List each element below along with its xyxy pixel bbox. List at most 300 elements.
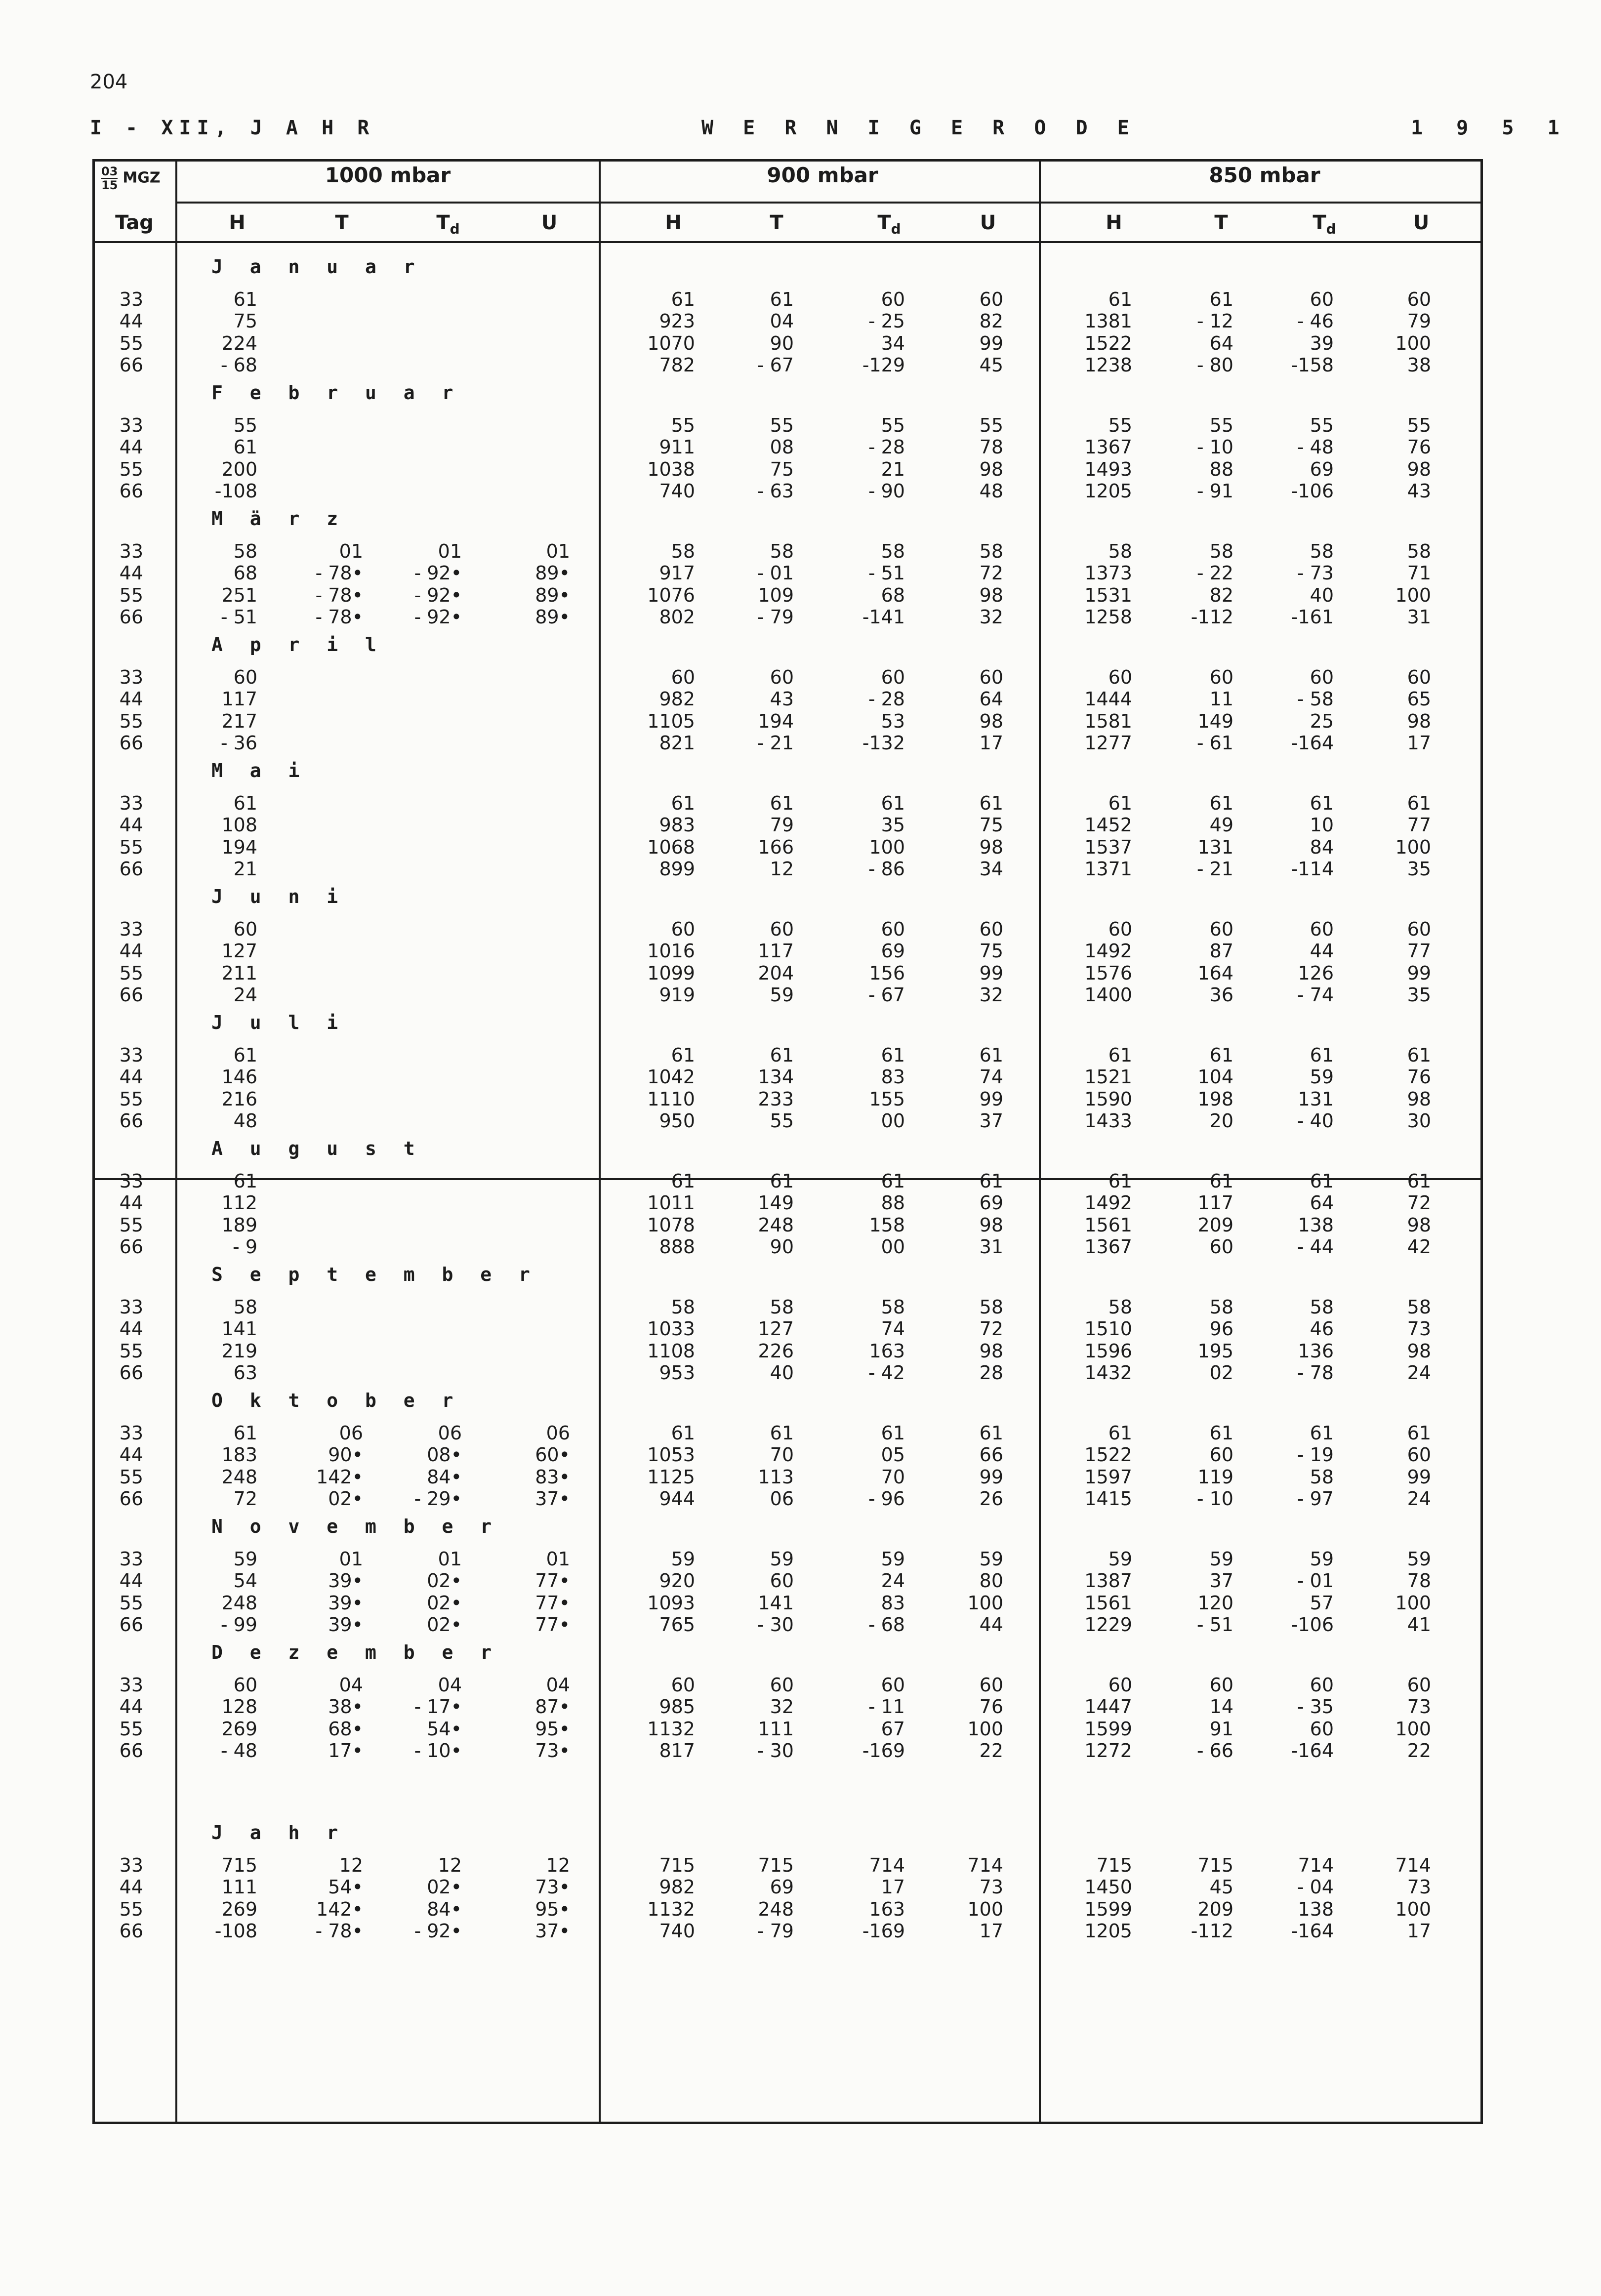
- table-cell: 01: [438, 540, 462, 562]
- table-cell: 714: [1395, 1854, 1431, 1876]
- table-cell: 79: [1407, 310, 1431, 332]
- table-cell: 194: [221, 836, 257, 858]
- table-cell: 117: [221, 688, 257, 710]
- table-cell: 117: [758, 940, 794, 962]
- table-cell: 00: [881, 1236, 905, 1258]
- table-cell: - 79: [757, 1920, 794, 1942]
- tag-cell: 33: [119, 1044, 143, 1066]
- table-cell: 58: [1407, 540, 1431, 562]
- table-cell: - 63: [757, 480, 794, 502]
- tag-cell: 66: [119, 1920, 143, 1942]
- table-cell: 60: [1407, 918, 1431, 940]
- tag-cell: 33: [119, 1170, 143, 1192]
- table-cell: 99: [1407, 962, 1431, 984]
- table-cell: 715: [659, 1854, 695, 1876]
- table-cell: 61: [233, 1170, 257, 1192]
- table-cell: 131: [1298, 1088, 1334, 1110]
- table-cell: 06: [546, 1422, 570, 1444]
- table-cell: 917: [659, 562, 695, 584]
- table-cell: 60: [979, 666, 1003, 688]
- table-cell: 01: [339, 1548, 363, 1570]
- table-cell: 12: [339, 1854, 363, 1876]
- table-cell: 111: [758, 1718, 794, 1740]
- mgz-label: $\frac{03}{15}$ MGZ: [101, 164, 161, 192]
- section-label: J a n u a r: [211, 256, 423, 278]
- table-cell: 60: [233, 666, 257, 688]
- table-cell: - 01: [757, 562, 794, 584]
- table-cell: 1272: [1084, 1740, 1132, 1762]
- table-cell: 60: [979, 918, 1003, 940]
- table-cell: 61: [233, 436, 257, 458]
- column-header: T: [1214, 211, 1228, 234]
- table-cell: 1033: [647, 1318, 695, 1340]
- table-cell: 60: [1108, 1674, 1132, 1696]
- table-cell: 04: [770, 310, 794, 332]
- table-cell: 61: [1108, 1044, 1132, 1066]
- table-cell: 14: [1209, 1696, 1233, 1718]
- table-cell: 54•: [427, 1718, 462, 1740]
- table-cell: 37•: [535, 1920, 570, 1942]
- table-cell: 112: [221, 1192, 257, 1214]
- table-cell: 61: [1209, 288, 1233, 310]
- table-cell: 68•: [328, 1718, 363, 1740]
- table-cell: 78: [979, 436, 1003, 458]
- table-cell: - 19: [1297, 1444, 1334, 1466]
- table-cell: - 68: [868, 1614, 905, 1636]
- table-cell: 1576: [1084, 962, 1132, 984]
- table-cell: 899: [659, 858, 695, 880]
- table-cell: 36: [1209, 984, 1233, 1006]
- table-cell: - 86: [868, 858, 905, 880]
- table-cell: 12: [770, 858, 794, 880]
- table-cell: 32: [770, 1696, 794, 1718]
- table-cell: 06: [770, 1488, 794, 1510]
- table-cell: 194: [758, 710, 794, 732]
- table-cell: 59: [1407, 1548, 1431, 1570]
- table-cell: 58: [1209, 540, 1233, 562]
- table-cell: -164: [1291, 1740, 1334, 1762]
- column-header: T: [770, 211, 783, 234]
- table-cell: 55: [1108, 414, 1132, 436]
- table-cell: 76: [1407, 1066, 1431, 1088]
- table-cell: 80: [979, 1570, 1003, 1592]
- page-number: 204: [90, 71, 128, 93]
- table-cell: 61: [881, 792, 905, 814]
- table-cell: 74: [979, 1066, 1003, 1088]
- table-cell: 1132: [647, 1718, 695, 1740]
- tag-cell: 44: [119, 562, 143, 584]
- table-cell: 953: [659, 1362, 695, 1384]
- table-cell: - 12: [1196, 310, 1233, 332]
- table-cell: - 22: [1196, 562, 1233, 584]
- table-cell: 1381: [1084, 310, 1132, 332]
- table-cell: 269: [221, 1898, 257, 1920]
- column-header: $T_d$: [877, 211, 901, 237]
- table-cell: 1531: [1084, 584, 1132, 606]
- table-cell: 61: [233, 1422, 257, 1444]
- table-cell: 89•: [535, 606, 570, 628]
- table-cell: 60: [1209, 1236, 1233, 1258]
- table-cell: 73: [1407, 1876, 1431, 1898]
- table-cell: 60: [979, 1674, 1003, 1696]
- table-cell: -158: [1291, 354, 1334, 376]
- table-cell: 73•: [535, 1876, 570, 1898]
- table-cell: - 67: [757, 354, 794, 376]
- table-cell: 75: [979, 940, 1003, 962]
- table-cell: 49: [1209, 814, 1233, 836]
- table-cell: 59: [770, 984, 794, 1006]
- table-cell: 1452: [1084, 814, 1132, 836]
- table-cell: 99: [979, 332, 1003, 354]
- table-cell: 100: [967, 1718, 1003, 1740]
- table-cell: -132: [862, 732, 905, 754]
- table-cell: 59: [671, 1548, 695, 1570]
- section-label: M a i: [211, 760, 308, 781]
- table-cell: - 30: [757, 1614, 794, 1636]
- table-cell: 60: [1108, 666, 1132, 688]
- table-cell: 20: [1209, 1110, 1233, 1132]
- table-cell: 84•: [427, 1898, 462, 1920]
- table-cell: 233: [758, 1088, 794, 1110]
- group-850-mbar: 850 mbar: [1209, 163, 1320, 187]
- table-cell: 72: [979, 562, 1003, 584]
- table-cell: 61: [881, 1422, 905, 1444]
- table-cell: 163: [869, 1898, 905, 1920]
- table-cell: 31: [979, 1236, 1003, 1258]
- tag-cell: 44: [119, 1876, 143, 1898]
- table-cell: - 92•: [414, 562, 462, 584]
- tag-cell: 55: [119, 1898, 143, 1920]
- table-cell: 1510: [1084, 1318, 1132, 1340]
- table-cell: 1367: [1084, 436, 1132, 458]
- table-cell: -169: [862, 1740, 905, 1762]
- table-cell: 54: [233, 1570, 257, 1592]
- tag-cell: 33: [119, 414, 143, 436]
- table-cell: 1367: [1084, 1236, 1132, 1258]
- table-cell: 60: [671, 1674, 695, 1696]
- table-cell: - 28: [868, 436, 905, 458]
- table-cell: 57: [1310, 1592, 1334, 1614]
- table-cell: 59: [881, 1548, 905, 1570]
- table-cell: 982: [659, 1876, 695, 1898]
- table-cell: - 61: [1196, 732, 1233, 754]
- table-cell: - 97: [1297, 1488, 1334, 1510]
- table-cell: 740: [659, 480, 695, 502]
- table-cell: - 40: [1297, 1110, 1334, 1132]
- table-cell: 1076: [647, 584, 695, 606]
- table-cell: 22: [1407, 1740, 1431, 1762]
- table-cell: 58: [979, 540, 1003, 562]
- header-station: W E R N I G E R O D E: [701, 117, 1138, 139]
- table-cell: 1277: [1084, 732, 1132, 754]
- table-cell: 138: [1298, 1214, 1334, 1236]
- table-cell: 48: [233, 1110, 257, 1132]
- table-cell: 58: [1310, 1466, 1334, 1488]
- table-cell: 42: [1407, 1236, 1431, 1258]
- table-cell: 1110: [647, 1088, 695, 1110]
- tag-cell: 33: [119, 1548, 143, 1570]
- table-cell: 99: [979, 962, 1003, 984]
- table-cell: - 78•: [315, 606, 363, 628]
- tag-cell: 66: [119, 1614, 143, 1636]
- table-cell: 73: [979, 1876, 1003, 1898]
- table-cell: 17: [979, 732, 1003, 754]
- table-cell: 99: [1407, 1466, 1431, 1488]
- table-cell: 17•: [328, 1740, 363, 1762]
- col-divider-850: [1039, 160, 1041, 2123]
- table-cell: 1599: [1084, 1898, 1132, 1920]
- tag-cell: 66: [119, 1362, 143, 1384]
- table-cell: 61: [1209, 1422, 1233, 1444]
- table-cell: 06: [438, 1422, 462, 1444]
- table-cell: 17: [979, 1920, 1003, 1942]
- table-cell: - 10•: [414, 1740, 462, 1762]
- section-label: D e z e m b e r: [211, 1641, 500, 1663]
- section-label: O k t o b e r: [211, 1390, 461, 1411]
- table-cell: 714: [967, 1854, 1003, 1876]
- table-cell: - 44: [1297, 1236, 1334, 1258]
- table-cell: 01: [546, 1548, 570, 1570]
- table-cell: 61: [881, 1170, 905, 1192]
- table-cell: - 67: [868, 984, 905, 1006]
- section-label: S e p t e m b e r: [211, 1264, 538, 1285]
- table-cell: 944: [659, 1488, 695, 1510]
- table-cell: 60: [1407, 288, 1431, 310]
- table-cell: 70: [770, 1444, 794, 1466]
- table-cell: 821: [659, 732, 695, 754]
- table-cell: 55: [770, 414, 794, 436]
- table-cell: 40: [1310, 584, 1334, 606]
- table-cell: 95•: [535, 1718, 570, 1740]
- table-cell: 37: [1209, 1570, 1233, 1592]
- table-cell: 21: [881, 458, 905, 480]
- table-cell: 248: [221, 1592, 257, 1614]
- table-cell: 08•: [427, 1444, 462, 1466]
- tag-cell: 33: [119, 288, 143, 310]
- table-cell: 1597: [1084, 1466, 1132, 1488]
- table-cell: 60: [1310, 918, 1334, 940]
- tag-cell: 44: [119, 688, 143, 710]
- table-cell: 24: [233, 984, 257, 1006]
- table-cell: 146: [221, 1066, 257, 1088]
- table-cell: 1016: [647, 940, 695, 962]
- table-cell: 55: [881, 414, 905, 436]
- table-cell: 209: [1197, 1214, 1233, 1236]
- section-label: A u g u s t: [211, 1138, 423, 1159]
- table-cell: 982: [659, 688, 695, 710]
- table-cell: 58: [979, 1296, 1003, 1318]
- table-cell: 923: [659, 310, 695, 332]
- table-cell: 802: [659, 606, 695, 628]
- table-cell: 61: [1209, 1170, 1233, 1192]
- table-cell: 77•: [535, 1570, 570, 1592]
- table-cell: 61: [1108, 1170, 1132, 1192]
- table-cell: 269: [221, 1718, 257, 1740]
- table-cell: 87: [1209, 940, 1233, 962]
- table-cell: 88: [881, 1192, 905, 1214]
- table-cell: 69: [979, 1192, 1003, 1214]
- table-cell: 714: [1298, 1854, 1334, 1876]
- column-header: $T_d$: [1313, 211, 1336, 237]
- table-cell: 83•: [535, 1466, 570, 1488]
- table-cell: 155: [869, 1088, 905, 1110]
- table-cell: 765: [659, 1614, 695, 1636]
- tag-cell: 44: [119, 310, 143, 332]
- table-cell: 58: [1209, 1296, 1233, 1318]
- table-cell: 61: [1407, 1170, 1431, 1192]
- column-header: T: [335, 211, 349, 234]
- table-cell: - 46: [1297, 310, 1334, 332]
- table-cell: 117: [1197, 1192, 1233, 1214]
- table-cell: 920: [659, 1570, 695, 1592]
- table-cell: 71: [1407, 562, 1431, 584]
- table-cell: 98: [1407, 458, 1431, 480]
- header-divider-1: [175, 202, 1482, 204]
- table-cell: 54•: [328, 1876, 363, 1898]
- table-cell: 05: [881, 1444, 905, 1466]
- table-cell: 888: [659, 1236, 695, 1258]
- table-cell: 77: [1407, 814, 1431, 836]
- table-cell: 98: [979, 836, 1003, 858]
- header-year: 1 9 5 1: [1411, 117, 1570, 139]
- table-cell: -114: [1291, 858, 1334, 880]
- table-cell: 248: [758, 1214, 794, 1236]
- table-cell: 17: [1407, 1920, 1431, 1942]
- table-cell: 109: [758, 584, 794, 606]
- table-cell: 226: [758, 1340, 794, 1362]
- table-cell: 217: [221, 710, 257, 732]
- table-cell: 32: [979, 606, 1003, 628]
- table-cell: 163: [869, 1340, 905, 1362]
- table-cell: 02•: [427, 1614, 462, 1636]
- table-cell: 1205: [1084, 480, 1132, 502]
- table-cell: 55: [1310, 414, 1334, 436]
- table-cell: 1258: [1084, 606, 1132, 628]
- table-cell: 91: [1209, 1718, 1233, 1740]
- table-cell: 714: [869, 1854, 905, 1876]
- table-cell: - 48: [220, 1740, 257, 1762]
- table-cell: 58: [671, 1296, 695, 1318]
- table-cell: -108: [214, 1920, 257, 1942]
- table-cell: - 92•: [414, 606, 462, 628]
- table-cell: 113: [758, 1466, 794, 1488]
- table-cell: 73: [1407, 1696, 1431, 1718]
- group-1000-mbar: 1000 mbar: [325, 163, 451, 187]
- table-cell: 59: [1310, 1066, 1334, 1088]
- table-cell: 1492: [1084, 940, 1132, 962]
- table-cell: 61: [233, 792, 257, 814]
- section-label: F e b r u a r: [211, 382, 461, 404]
- table-cell: 99: [979, 1088, 1003, 1110]
- tag-cell: 33: [119, 918, 143, 940]
- tag-cell: 33: [119, 1854, 143, 1876]
- table-cell: 100: [1395, 1592, 1431, 1614]
- table-cell: 83: [881, 1066, 905, 1088]
- table-cell: 209: [1197, 1898, 1233, 1920]
- section-label: N o v e m b e r: [211, 1516, 500, 1537]
- table-cell: 02•: [328, 1488, 363, 1510]
- table-cell: 127: [221, 940, 257, 962]
- table-cell: 44: [1310, 940, 1334, 962]
- table-cell: 68: [233, 562, 257, 584]
- tag-cell: 44: [119, 1696, 143, 1718]
- tag-cell: 55: [119, 332, 143, 354]
- table-cell: 61: [1108, 288, 1132, 310]
- column-header: U: [980, 211, 996, 234]
- tag-cell: 44: [119, 1192, 143, 1214]
- table-cell: - 90: [868, 480, 905, 502]
- table-cell: 90: [770, 332, 794, 354]
- table-cell: 60: [770, 918, 794, 940]
- table-cell: 45: [979, 354, 1003, 376]
- table-cell: 1433: [1084, 1110, 1132, 1132]
- table-cell: 61: [671, 792, 695, 814]
- table-cell: 53: [881, 710, 905, 732]
- table-cell: 64: [1209, 332, 1233, 354]
- header-divider-2: [93, 241, 1482, 243]
- table-cell: 24: [881, 1570, 905, 1592]
- table-cell: 164: [1197, 962, 1233, 984]
- tag-cell: 44: [119, 814, 143, 836]
- tag-cell: 55: [119, 962, 143, 984]
- table-cell: 61: [671, 1422, 695, 1444]
- tag-cell: 55: [119, 1466, 143, 1488]
- table-cell: 61: [233, 1044, 257, 1066]
- table-cell: 60: [881, 666, 905, 688]
- table-cell: 39•: [328, 1614, 363, 1636]
- table-cell: - 35: [1297, 1696, 1334, 1718]
- table-cell: 60: [770, 666, 794, 688]
- table-cell: 58: [1108, 1296, 1132, 1318]
- table-cell: - 51: [220, 606, 257, 628]
- table-cell: 41: [1407, 1614, 1431, 1636]
- tag-cell: 66: [119, 858, 143, 880]
- table-cell: 58: [233, 540, 257, 562]
- table-cell: 08: [770, 436, 794, 458]
- table-cell: - 96: [868, 1488, 905, 1510]
- table-cell: - 48: [1297, 436, 1334, 458]
- tag-cell: 55: [119, 1592, 143, 1614]
- tag-cell: 66: [119, 480, 143, 502]
- tag-cell: 66: [119, 1110, 143, 1132]
- table-cell: - 92•: [414, 584, 462, 606]
- table-cell: 1229: [1084, 1614, 1132, 1636]
- table-cell: 782: [659, 354, 695, 376]
- table-cell: 200: [221, 458, 257, 480]
- table-cell: 69: [881, 940, 905, 962]
- table-cell: 141: [221, 1318, 257, 1340]
- table-cell: 1125: [647, 1466, 695, 1488]
- column-header: $T_d$: [436, 211, 460, 237]
- table-cell: 60: [1209, 666, 1233, 688]
- table-cell: 1078: [647, 1214, 695, 1236]
- table-cell: - 17•: [414, 1696, 462, 1718]
- table-cell: 44: [979, 1614, 1003, 1636]
- table-cell: 25: [1310, 710, 1334, 732]
- table-cell: 87•: [535, 1696, 570, 1718]
- table-cell: 43: [770, 688, 794, 710]
- table-cell: 55: [1407, 414, 1431, 436]
- table-cell: 1042: [647, 1066, 695, 1088]
- tag-cell: 33: [119, 1674, 143, 1696]
- table-cell: 28: [979, 1362, 1003, 1384]
- table-cell: 11: [1209, 688, 1233, 710]
- table-cell: 98: [1407, 1340, 1431, 1362]
- table-cell: 75: [979, 814, 1003, 836]
- table-cell: 1537: [1084, 836, 1132, 858]
- col-divider-tag: [175, 160, 177, 2123]
- table-cell: 142•: [316, 1898, 363, 1920]
